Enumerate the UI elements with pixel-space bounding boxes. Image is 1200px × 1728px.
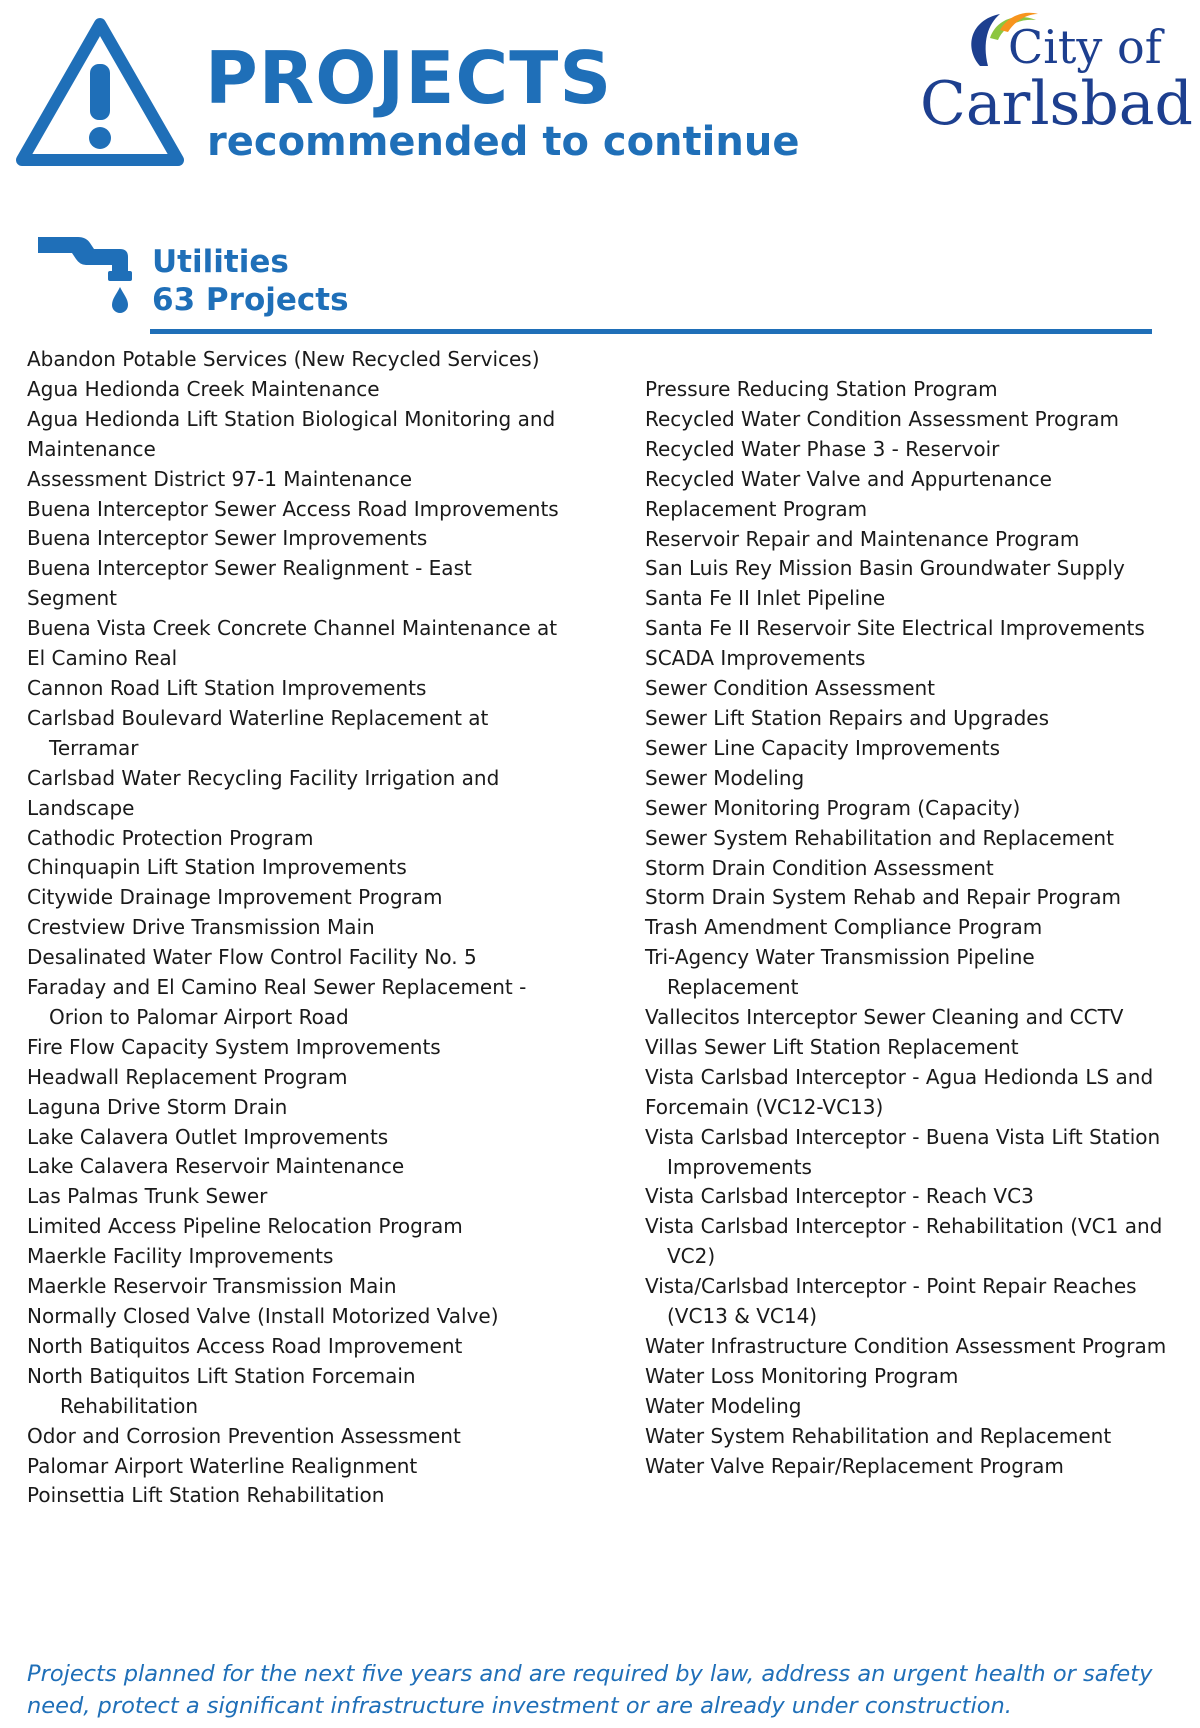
list-item: SCADA Improvements <box>645 646 866 671</box>
utilities-section-header <box>0 225 1200 335</box>
list-item: Reservoir Repair and Maintenance Program <box>645 526 1080 551</box>
project-list-right <box>645 375 1185 1482</box>
list-item: Recycled Water Valve and Appurtenance <box>645 466 1052 491</box>
list-item: Sewer System Rehabilitation and Replacement <box>645 825 1114 850</box>
list-item-continuation: Terramar <box>49 735 139 760</box>
list-item: Maintenance <box>27 436 156 461</box>
list-item: Agua Hedionda Creek Maintenance <box>27 376 380 401</box>
list-item: Water Infrastructure Condition Assessment Program <box>645 1334 1167 1358</box>
list-item: Sewer Lift Station Repairs and Upgrades <box>645 705 1050 730</box>
list-item: Landscape <box>27 795 135 820</box>
list-item: Agua Hedionda Lift Station Biological Monitoring and <box>27 406 556 431</box>
list-item-continuation: Rehabilitation <box>60 1393 199 1418</box>
logo-text-city-of: City of <box>1008 20 1162 74</box>
list-item-continuation: Replacement <box>667 975 799 1000</box>
list-item: El Camino Real <box>27 646 178 671</box>
list-item <box>27 734 607 764</box>
list-item <box>27 1003 607 1033</box>
list-item: Vista Carlsbad Interceptor - Agua Hedionda LS and <box>645 1064 1154 1089</box>
list-item: Carlsbad Boulevard Waterline Replacement at <box>27 705 489 730</box>
list-item: Water System Rehabilitation and Replacement <box>645 1423 1112 1448</box>
list-item: Water Loss Monitoring Program <box>645 1363 959 1388</box>
list-item <box>645 1153 1185 1183</box>
list-item: Crestview Drive Transmission Main <box>27 915 375 940</box>
list-item: Desalinated Water Flow Control Facility No. 5 <box>27 945 477 970</box>
list-item: Sewer Modeling <box>645 765 805 790</box>
faucet-icon <box>36 233 140 329</box>
list-item: Limited Access Pipeline Relocation Program <box>27 1214 463 1239</box>
page-header <box>0 0 1200 200</box>
list-item: Fire Flow Capacity System Improvements <box>27 1034 441 1059</box>
list-item: Cannon Road Lift Station Improvements <box>27 675 427 700</box>
list-item: Storm Drain System Rehab and Repair Program <box>645 885 1121 910</box>
list-item: Carlsbad Water Recycling Facility Irrigation and <box>27 765 500 790</box>
list-item: Assessment District 97-1 Maintenance <box>27 466 413 491</box>
list-item: Sewer Condition Assessment <box>645 676 936 701</box>
list-item: Abandon Potable Services (New Recycled Services) <box>27 347 540 371</box>
page-title: PROJECTS <box>205 36 613 120</box>
list-item: Faraday and El Camino Real Sewer Replacement - <box>27 975 527 1000</box>
city-logo <box>920 8 1193 139</box>
list-item: Tri-Agency Water Transmission Pipeline <box>645 945 1035 970</box>
list-item: Sewer Line Capacity Improvements <box>645 735 1000 760</box>
list-item: North Batiquitos Access Road Improvement <box>27 1333 463 1358</box>
list-item: Santa Fe II Inlet Pipeline <box>645 586 886 611</box>
list-item: Cathodic Protection Program <box>27 825 314 850</box>
list-item: Las Palmas Trunk Sewer <box>27 1184 268 1209</box>
list-item: Citywide Drainage Improvement Program <box>27 885 443 910</box>
logo-text-carlsbad: Carlsbad <box>920 69 1193 139</box>
list-item <box>645 1242 1185 1272</box>
list-item: Vista Carlsbad Interceptor - Rehabilitation (VC1 and <box>645 1214 1163 1239</box>
list-item <box>645 973 1185 1003</box>
list-item: Lake Calavera Outlet Improvements <box>27 1124 389 1149</box>
list-item: Storm Drain Condition Assessment <box>645 855 994 880</box>
list-item: Poinsettia Lift Station Rehabilitation <box>27 1483 385 1508</box>
section-project-count: 63 Projects <box>152 282 349 318</box>
list-item: Water Modeling <box>645 1393 802 1418</box>
list-item-continuation: (VC13 & VC14) <box>667 1304 818 1329</box>
warning-triangle-icon <box>14 16 186 168</box>
list-item-continuation: VC2) <box>667 1244 716 1269</box>
list-item: Vista Carlsbad Interceptor - Reach VC3 <box>645 1184 1034 1209</box>
list-item: Villas Sewer Lift Station Replacement <box>645 1034 1019 1059</box>
list-item: Sewer Monitoring Program (Capacity) <box>645 795 1021 820</box>
list-item: Recycled Water Condition Assessment Program <box>645 406 1120 431</box>
project-list-left <box>27 345 607 1511</box>
list-item: Headwall Replacement Program <box>27 1064 348 1089</box>
list-item: Trash Amendment Compliance Program <box>645 915 1043 940</box>
list-item: Maerkle Facility Improvements <box>27 1244 334 1269</box>
section-title: Utilities <box>152 244 289 280</box>
list-item-continuation: Orion to Palomar Airport Road <box>49 1004 349 1029</box>
list-item: Maerkle Reservoir Transmission Main <box>27 1274 397 1299</box>
list-item: Santa Fe II Reservoir Site Electrical Improvements <box>645 616 1145 641</box>
list-item: Chinquapin Lift Station Improvements <box>27 855 407 880</box>
list-item: Water Valve Repair/Replacement Program <box>645 1453 1064 1478</box>
list-item: San Luis Rey Mission Basin Groundwater Supply <box>645 556 1125 581</box>
list-item: Buena Interceptor Sewer Access Road Improvements <box>27 496 559 521</box>
list-item: Buena Interceptor Sewer Improvements <box>27 526 428 551</box>
list-item: Laguna Drive Storm Drain <box>27 1094 288 1119</box>
list-item: Normally Closed Valve (Install Motorized Valve) <box>27 1304 499 1328</box>
list-item: Vista Carlsbad Interceptor - Buena Vista Lift Station <box>645 1124 1161 1149</box>
section-divider <box>150 329 1152 334</box>
list-item <box>645 1302 1185 1332</box>
list-item: Buena Interceptor Sewer Realignment - East <box>27 556 472 581</box>
list-item: Replacement Program <box>645 496 868 521</box>
list-item-continuation: Improvements <box>667 1154 812 1179</box>
list-item: Segment <box>27 586 117 611</box>
footer-note: Projects planned for the next five years and are required by law, address an urgent health or safety need, protect a significant infrastructure investment or are already under construction. <box>27 1661 1153 1719</box>
list-item: Vallecitos Interceptor Sewer Cleaning and CCTV <box>645 1005 1124 1030</box>
list-item: Forcemain (VC12-VC13) <box>645 1094 884 1119</box>
list-item <box>27 1392 607 1422</box>
list-item: North Batiquitos Lift Station Forcemain <box>27 1363 416 1388</box>
list-item: Recycled Water Phase 3 - Reservoir <box>645 436 1000 461</box>
list-item: Buena Vista Creek Concrete Channel Maintenance at <box>27 616 558 641</box>
list-item: Lake Calavera Reservoir Maintenance <box>27 1154 405 1179</box>
list-item: Palomar Airport Waterline Realignment <box>27 1453 418 1478</box>
list-item: Pressure Reducing Station Program <box>645 377 998 401</box>
list-item: Odor and Corrosion Prevention Assessment <box>27 1423 461 1448</box>
page-subtitle: recommended to continue <box>207 119 800 165</box>
list-item: Vista/Carlsbad Interceptor - Point Repair Reaches <box>645 1274 1137 1299</box>
